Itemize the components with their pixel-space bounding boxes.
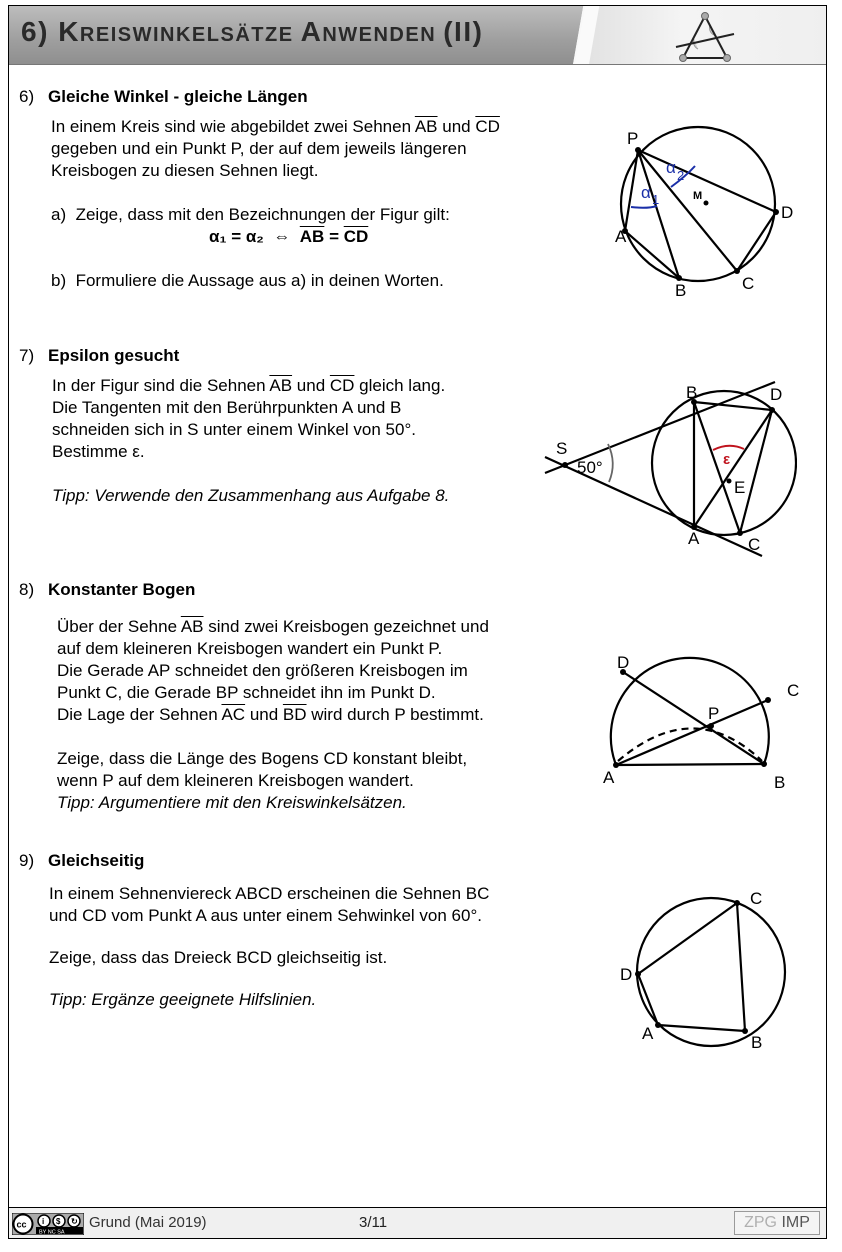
text-line xyxy=(57,704,489,726)
tip-text: Tipp: Ergänze geeignete Hilfslinien. xyxy=(49,990,317,1009)
figure-task-8 xyxy=(594,631,804,796)
text: Über der Sehne xyxy=(57,617,181,636)
label-c: C xyxy=(748,535,761,554)
text-line: und CD vom Punkt A aus unter einem Sehwinkel von 60°. xyxy=(49,906,482,925)
part-label: a) xyxy=(51,205,67,224)
text-line: Bestimme ε. xyxy=(52,442,145,461)
title-smallcaps: NWENDEN xyxy=(322,24,444,46)
part-a xyxy=(51,204,500,226)
text-line: Kreisbogen zu diesen Sehnen liegt. xyxy=(51,161,319,180)
task-title: Konstanter Bogen xyxy=(48,580,196,599)
author-date: Grund (Mai 2019) xyxy=(89,1214,207,1231)
label-s: S xyxy=(556,439,568,458)
text: In der Figur sind die Sehnen xyxy=(52,376,270,395)
label-alpha1-sub: 1 xyxy=(652,192,660,207)
label-d: D xyxy=(770,385,783,404)
task-body xyxy=(57,616,489,814)
text-line xyxy=(57,616,489,638)
label-e: E xyxy=(734,478,746,497)
worksheet-page xyxy=(8,5,827,1239)
label-alpha2: α xyxy=(666,158,676,177)
part-text: Formuliere die Aussage aus a) in deinen Worten. xyxy=(75,271,444,290)
segment-ab: $\overline{AB}$ xyxy=(414,117,438,136)
text: Die Lage der Sehnen xyxy=(57,705,222,724)
segment-cd: $\overline{CD}$ xyxy=(475,117,500,136)
text: sind zwei Kreisbogen gezeichnet und xyxy=(203,617,489,636)
part-text: Zeige, dass mit den Bezeichnungen der Figur gilt: xyxy=(75,205,450,224)
svg-text:cc: cc xyxy=(16,1219,27,1230)
segment-ac: $\overline{AC}$ xyxy=(221,705,246,724)
segment-cd: $\overline{CD}$ xyxy=(343,227,369,246)
label-p: P xyxy=(708,704,720,723)
title-number: 6) xyxy=(21,16,59,47)
label-d: D xyxy=(617,653,630,672)
header-logo-area xyxy=(586,6,826,64)
label-m: M xyxy=(693,190,703,202)
svg-text:i: i xyxy=(42,1217,45,1226)
task-body xyxy=(51,116,500,292)
figure-task-9 xyxy=(604,881,804,1056)
segment-ab: $\overline{AB}$ xyxy=(269,376,293,395)
label-a: A xyxy=(615,227,627,246)
segment-bd: $\overline{BD}$ xyxy=(282,705,307,724)
text: und xyxy=(292,376,330,395)
label-a: A xyxy=(603,768,615,787)
brand-zpg: ZPG xyxy=(744,1214,777,1231)
text-line xyxy=(52,375,449,397)
page-number: 3/11 xyxy=(359,1214,388,1231)
segment-ab: $\overline{AB}$ xyxy=(299,227,325,246)
text-line: Zeige, dass die Länge des Bogens CD konstant bleibt, xyxy=(57,749,468,768)
label-b: B xyxy=(751,1033,763,1052)
label-b: B xyxy=(675,281,687,299)
task-number: 7) xyxy=(19,346,35,365)
svg-text:$: $ xyxy=(56,1217,61,1226)
task-number: 6) xyxy=(19,87,35,106)
title-cap: A xyxy=(300,16,323,47)
label-c: C xyxy=(750,889,763,908)
task-title: Epsilon gesucht xyxy=(48,346,180,365)
page-footer xyxy=(9,1207,826,1238)
part-b xyxy=(51,270,500,292)
text-line: auf dem kleineren Kreisbogen wandert ein Punkt P. xyxy=(57,639,443,658)
segment-ab: $\overline{AB}$ xyxy=(180,617,204,636)
label-b: B xyxy=(774,773,786,792)
page-header xyxy=(9,6,826,65)
figure-task-6 xyxy=(609,114,799,299)
figure-task-7 xyxy=(542,376,797,561)
label-p: P xyxy=(627,129,639,148)
task-body xyxy=(49,883,489,1011)
cc-by-nc-sa-icon xyxy=(12,1213,84,1235)
label-alpha1: α xyxy=(641,183,651,202)
tip-text: Tipp: Verwende den Zusammenhang aus Aufgabe 8. xyxy=(52,486,450,505)
text-line: Die Gerade AP schneidet den größeren Kreisbogen im xyxy=(57,661,468,680)
label-a: A xyxy=(642,1024,654,1043)
text-line: In einem Sehnenviereck ABCD erscheinen die Sehnen BC xyxy=(49,884,490,903)
text: und xyxy=(245,705,283,724)
tip-text: Tipp: Argumentiere mit den Kreiswinkelsätzen. xyxy=(57,793,407,812)
task-number: 8) xyxy=(19,580,35,599)
task-body xyxy=(52,375,449,507)
page-title xyxy=(21,16,483,48)
task-number: 9) xyxy=(19,851,35,870)
label-a: A xyxy=(688,529,700,548)
label-b: B xyxy=(686,383,698,402)
segment-cd: $\overline{CD}$ xyxy=(329,376,355,395)
title-cap: (II) xyxy=(443,16,484,47)
svg-text:↻: ↻ xyxy=(71,1217,78,1226)
label-epsilon: ε xyxy=(723,451,731,468)
license-label: BY NC SA xyxy=(39,1229,65,1235)
text-line xyxy=(51,116,500,138)
text: gleich lang. xyxy=(354,376,446,395)
title-cap: K xyxy=(58,16,80,47)
text-line: wenn P auf dem kleineren Kreisbogen wandert. xyxy=(57,771,414,790)
label-d: D xyxy=(781,203,794,222)
text-line: Die Tangenten mit den Berührpunkten A und B xyxy=(52,398,402,417)
part-label: b) xyxy=(51,271,67,290)
text: In einem Kreis sind wie abgebildet zwei Sehnen xyxy=(51,117,415,136)
label-angle-50: 50° xyxy=(577,458,603,477)
text-line: gegeben und ein Punkt P, der auf dem jeweils längeren xyxy=(51,139,467,158)
text-line: schneiden sich in S unter einem Winkel von 50°. xyxy=(52,420,416,439)
text-line: Punkt C, die Gerade BP schneidet ihn im Punkt D. xyxy=(57,683,436,702)
zpg-imp-brand xyxy=(734,1211,820,1235)
triangle-geometry-logo-icon xyxy=(670,9,740,63)
text: wird durch P bestimmt. xyxy=(306,705,484,724)
formula-lhs: α₁ = α₂ xyxy=(209,227,264,246)
text-line: Zeige, dass das Dreieck BCD gleichseitig ist. xyxy=(49,948,388,967)
iff-symbol: ⇔ xyxy=(273,227,291,246)
task-title: Gleichseitig xyxy=(48,851,145,870)
text: und xyxy=(437,117,476,136)
equals: = xyxy=(324,227,344,246)
label-d: D xyxy=(620,965,633,984)
label-alpha2-sub: 2 xyxy=(677,168,685,183)
task-title: Gleiche Winkel - gleiche Längen xyxy=(48,87,308,106)
brand-imp: IMP xyxy=(781,1214,810,1231)
formula xyxy=(51,226,500,248)
label-c: C xyxy=(742,274,755,293)
label-c: C xyxy=(787,681,800,700)
title-smallcaps: REISWINKELSÄTZE xyxy=(79,24,301,46)
